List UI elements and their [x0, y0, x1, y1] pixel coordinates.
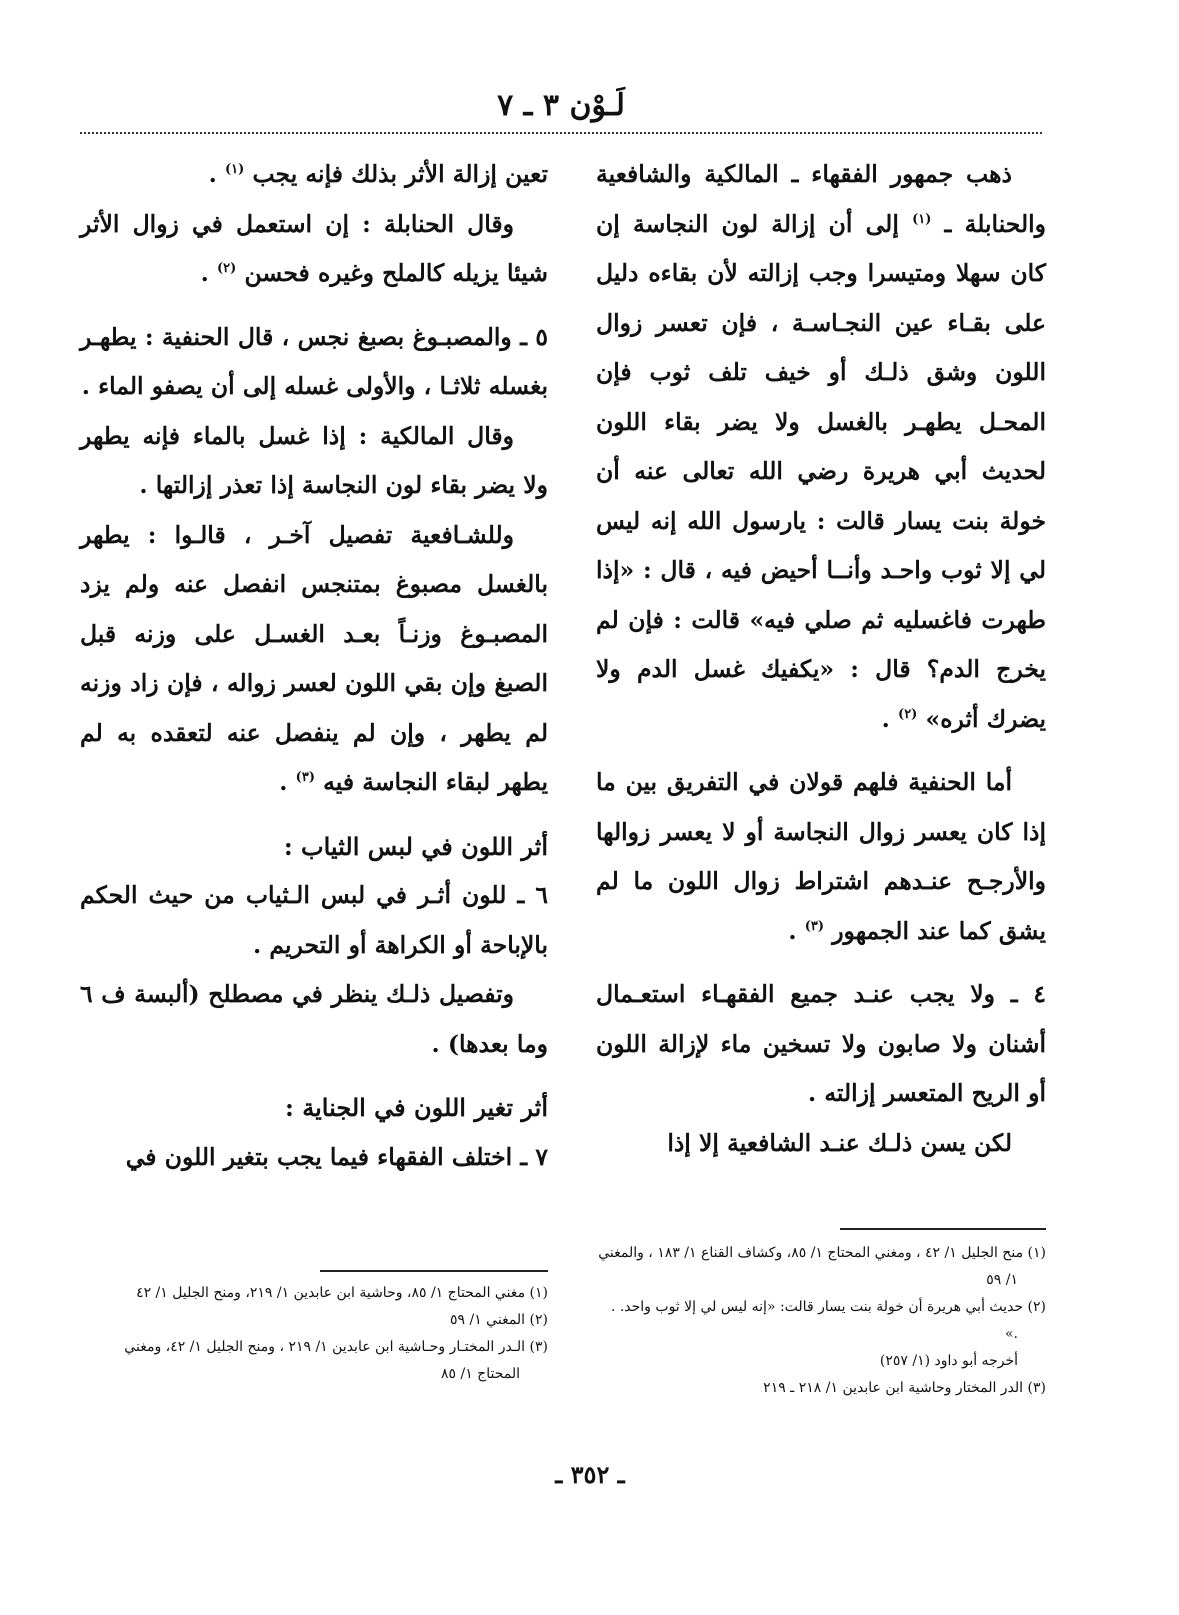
footnote	[80, 1280, 548, 1307]
header-dotted-rule	[80, 132, 1042, 134]
footnote-text: منح الجليل ١/ ٤٢ ، ومغني المحتاج ١/ ٨٥، وكشاف القناع ١/ ١٨٣ ، والمغني ١/ ٥٩	[598, 1245, 1024, 1288]
left-column	[80, 150, 548, 1220]
footnote	[596, 1375, 1046, 1402]
footnote-text: حديث أبي هريرة أن خولة بنت يسار قالت: «إنه ليس لي إلا ثوب واحد. . .»	[610, 1299, 1024, 1342]
footnote-divider	[840, 1228, 1046, 1230]
paragraph-text: أما الحنفية فلهم قولان في التفريق بين ما إذا كان يعسر زوال النجاسة أو لا يعسر زوالها والأرجـح عنـدهم اشتراط زوال اللون ما لم يشق كما عند الجمهور	[596, 768, 1046, 945]
footnote	[596, 1240, 1046, 1294]
footnote-text: الـدر المختـار وحـاشية ابن عابدين ١/ ٢١٩ ، ومنح الجليل ١/ ٤٢، ومغني المحتاج ١/ ٨٥	[124, 1339, 526, 1382]
paragraph: ٦ ـ للون أثـر في لبس الـثياب من حيث الحكم بالإباحة أو الكراهة أو التحريم .	[80, 881, 548, 959]
footnote-number: (٣)	[529, 1339, 548, 1355]
footnote-text: الدر المختار وحاشية ابن عابدين ١/ ٢١٨ ـ ٢١٩	[763, 1380, 1024, 1396]
footnote	[596, 1294, 1046, 1348]
footnote-number: (١)	[1027, 1245, 1046, 1261]
footnote-text: أخرجه أبو داود (١/ ٢٥٧)	[879, 1353, 1018, 1369]
footnote-number: (١)	[529, 1285, 548, 1301]
running-header	[80, 82, 1042, 130]
footnote-ref: (٢)	[898, 706, 918, 722]
footnote	[80, 1307, 548, 1334]
paragraph: وقال المالكية : إذا غسل بالماء فإنه يطهر ولا يضر بقاء لون النجاسة إذا تعذر إزالتها .	[80, 421, 548, 499]
footnote-number: (٣)	[1027, 1380, 1046, 1396]
paragraph: وقال الحنابلة : إن استعمل في زوال الأثر شيئا يزيله كالملح وغيره فحسن $^{(٢)}$ .	[80, 209, 548, 287]
paragraph-text: وللشـافعية تفصيل آخـر ، قالـوا : يطهر بالغسل مصبوغ بمتنجس انفصل عنه ولم يزد المصبـوغ وزنـاً بعـد الغسـل على وزنه قبل الصبغ وإن بقي اللون لعسر زواله ، فإن زاد وزنه لم يطهر ، وإن لم ينفصل عنه لتعقده به لم يطهر لبقاء النجاسة فيه	[80, 520, 548, 796]
paragraph: وتفصيل ذلـك ينظر في مصطلح (ألبسة ف ٦ وما بعدها) .	[80, 980, 548, 1058]
section-heading: أثر تغير اللون في الجناية :	[285, 1093, 548, 1122]
paragraph: ٥ ـ والمصبـوغ بصبغ نجس ، قال الحنفية : يطهـر بغسله ثلاثـا ، والأولى غسله إلى أن يصفو الماء .	[80, 322, 548, 400]
footnote-divider	[320, 1270, 548, 1272]
footnote-ref: (١)	[224, 162, 245, 178]
paragraph-text: إلى أن إزالة لون النجاسة إن كان سهلا ومتيسرا وجب إزالته لأن بقاءه دليل على بقـاء عين النجـاسـة ، فإن تعسر زوال اللون وشق ذلـك أو خيف تلف ثوب فإن المحـل يطهـر بالغسل ولا يضر بقاء اللون لحديث أبي هريرة رضي الله تعالى عنه أن خولة بنت يسار قالت : يارسول الله إنه ليس لي إلا ثوب واحـد وأنــا أحيض فيه ، قال : «إذا طهرت فاغسليه ثم صلي فيه» قالت : فإن لم يخرج الدم؟ قال : «يكفيك غسل الدم ولا يضرك أثره»	[596, 209, 1046, 733]
paragraph: أما الحنفية فلهم قولان في التفريق بين ما إذا كان يعسر زوال النجاسة أو لا يعسر زوالها والأرجـح عنـدهم اشتراط زوال اللون ما لم يشق كما عند الجمهور $^{(٣)}$ .	[596, 768, 1046, 945]
footnote-number: (٢)	[1027, 1299, 1046, 1315]
paragraph: تعين إزالة الأثر بذلك فإنه يجب $^{(١)}$ .	[208, 160, 548, 188]
footnote-ref: (٣)	[295, 770, 315, 786]
paragraph-text: وقال الحنابلة : إن استعمل في زوال الأثر شيئا يزيله كالملح وغيره فحسن	[80, 209, 548, 287]
paragraph: ذهب جمهور الفقهاء ـ المالكية والشافعية والحنابلة ـ $^{(١)}$ إلى أن إزالة لون النجاسة إن كان سهلا ومتيسرا وجب إزالته لأن بقاءه دليل على بقـاء عين النجـاسـة ، فإن تعسر زوال اللون وشق ذلـك أو خيف تلف ثوب فإن المحـل يطهـر بالغسل ولا يضر بقاء اللون لحديث أبي هريرة رضي الله تعالى عنه أن خولة بنت يسار قالت : يارسول الله إنه ليس لي إلا ثوب واحـد وأنــا أحيض فيه ، قال : «إذا طهرت فاغسليه ثم صلي فيه» قالت : فإن لم يخرج الدم؟ قال : «يكفيك غسل الدم ولا يضرك أثره» $^{(٢)}$ .	[596, 160, 1046, 733]
section-heading: أثر اللون في لبس الثياب :	[283, 831, 548, 861]
page-number: ـ ٣٥٢ ـ	[555, 1460, 625, 1489]
footnotes-right	[596, 1240, 1046, 1420]
paragraph: لكن يسن ذلـك عنـد الشافعية إلا إذا	[667, 1128, 1012, 1157]
footnote-text: المغني ١/ ٥٩	[449, 1312, 526, 1328]
footnote-ref: (٣)	[804, 918, 825, 934]
footnote	[80, 1334, 548, 1388]
paragraph: ٧ ـ اختلف الفقهاء فيما يجب بتغير اللون في	[125, 1142, 548, 1171]
footnote	[596, 1348, 1046, 1375]
paragraph: وللشـافعية تفصيل آخـر ، قالـوا : يطهر بالغسل مصبوغ بمتنجس انفصل عنه ولم يزد المصبـوغ وزنـاً بعـد الغسـل على وزنه قبل الصبغ وإن بقي اللون لعسر زواله ، فإن زاد وزنه لم يطهر ، وإن لم ينفصل عنه لتعقده به لم يطهر لبقاء النجاسة فيه $^{(٣)}$ .	[80, 520, 548, 796]
footnotes-left	[80, 1280, 548, 1430]
footnote-text: مغني المحتاج ١/ ٨٥، وحاشية ابن عابدين ١/ ٢١٩، ومنح الجليل ١/ ٤٢	[136, 1285, 526, 1301]
footnote-ref: (٢)	[217, 261, 237, 277]
right-column	[596, 150, 1046, 1195]
paragraph-text: ذهب جمهور الفقهاء ـ المالكية والشافعية والحنابلة ـ	[596, 160, 1046, 238]
footnote-number: (٢)	[529, 1312, 548, 1328]
footnote-ref: (١)	[912, 211, 932, 227]
paragraph-text: تعين إزالة الأثر بذلك فإنه يجب	[252, 160, 548, 188]
header-title: لَـوْن ٣ ـ ٧	[497, 88, 625, 123]
paragraph: ٤ ـ ولا يجب عنـد جميع الفقهـاء استعـمال أشنان ولا صابون ولا تسخين ماء لإزالة اللون أو الريح المتعسر إزالته .	[596, 980, 1046, 1107]
